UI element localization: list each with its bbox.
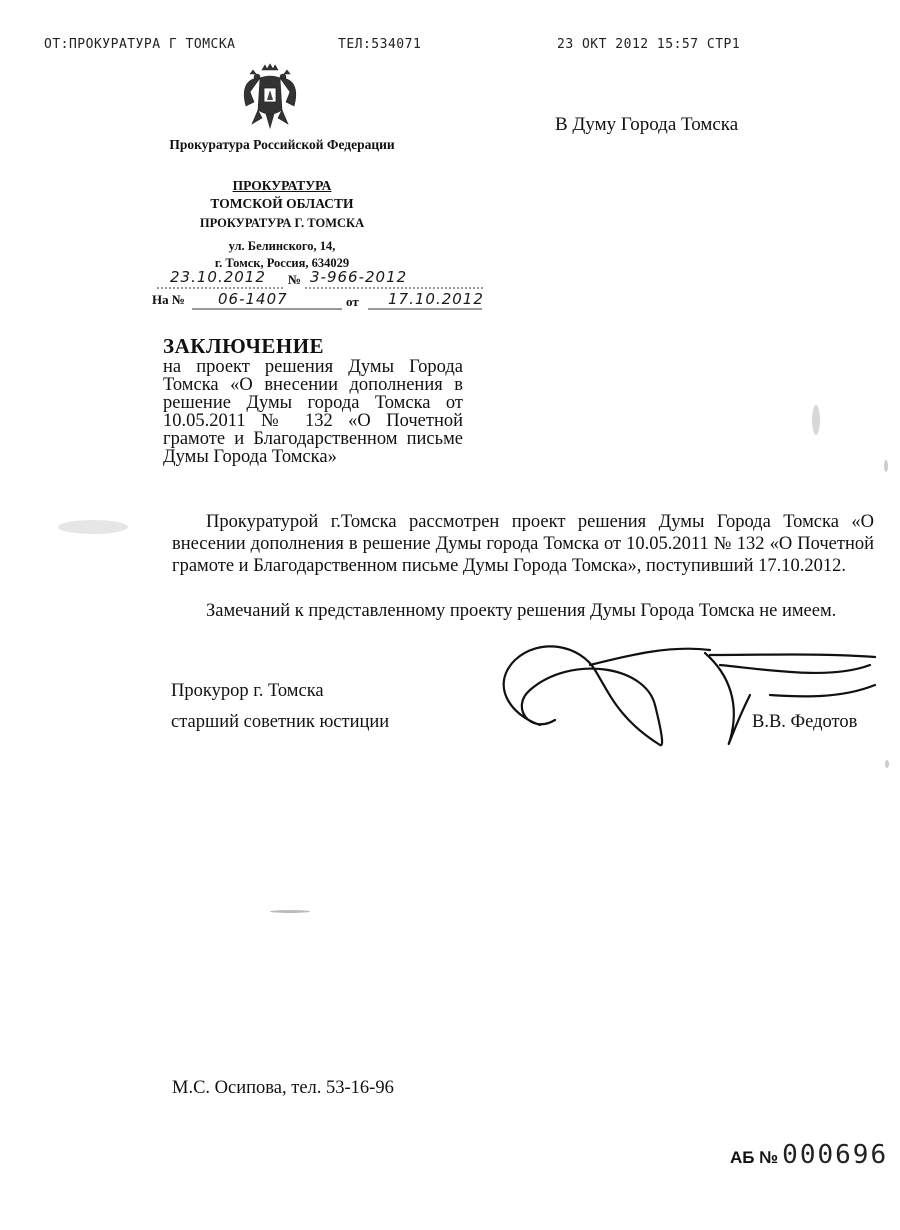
- org-tomsk-city-prosecutor: ПРОКУРАТУРА Г. ТОМСКА: [199, 216, 365, 230]
- contact-person: М.С. Осипова, тел. 53-16-96: [172, 1078, 394, 1098]
- fax-header-tel: ТЕЛ:534071: [338, 37, 422, 52]
- coat-of-arms-emblem-icon: [240, 62, 300, 132]
- sender-address: [152, 238, 412, 272]
- signer-title: Прокурор г. Томска: [171, 681, 324, 701]
- registration-number-label: №: [288, 272, 302, 287]
- org-prosecutor-office: ПРОКУРАТУРА: [232, 178, 332, 193]
- recipient: В Думу Города Томска: [555, 114, 739, 135]
- address-street: ул. Белинского, 14,: [228, 239, 336, 253]
- body-paragraph-2: Замечаний к представленному проекту решения Думы Города Томска не имеем.: [206, 601, 837, 621]
- serial-number: 000696: [782, 1140, 889, 1170]
- registration-number: 3-966-2012: [310, 268, 408, 286]
- reference-from-label: от: [346, 294, 359, 309]
- org-tomsk-region: ТОМСКОЙ ОБЛАСТИ: [210, 196, 354, 211]
- scan-smudge: [58, 520, 128, 534]
- fax-header-date-page: 23 ОКТ 2012 15:57 СТР1: [557, 37, 741, 52]
- serial-prefix: АБ №: [730, 1148, 779, 1167]
- reference-label: На №: [152, 292, 185, 307]
- org-russian-prosecutor: Прокуратура Российской Федерации: [169, 137, 395, 152]
- address-city: г. Томск, Россия, 634029: [214, 256, 350, 270]
- scan-smudge: [270, 910, 310, 913]
- signer-rank: старший советник юстиции: [171, 712, 390, 732]
- scan-smudge: [884, 460, 888, 472]
- conclusion-subject: на проект решения Думы Города Томска «О внесении дополнения в решение Думы города Томска от 10.05.2011 № 132 «О Почетной грамоте и Благодарственном письме Думы Города Томска»: [163, 357, 463, 467]
- signer-name: В.В. Федотов: [752, 712, 858, 732]
- reference-number: 06-1407: [218, 290, 288, 308]
- scan-smudge: [812, 405, 820, 435]
- body-paragraph-1: Прокуратурой г.Томска рассмотрен проект решения Думы Города Томска «О внесении дополнения в решение Думы города Томска от 10.05.2011 № 132 «О Почетной грамоте и Благодарственном письме Думы Города Томска», поступивший 17.10.2012.: [172, 512, 874, 576]
- registration-date: 23.10.2012: [170, 268, 266, 286]
- scan-smudge: [885, 760, 889, 768]
- form-serial: [730, 1140, 888, 1170]
- conclusion-title: ЗАКЛЮЧЕНИЕ: [163, 334, 325, 358]
- handwritten-signature: [470, 625, 890, 765]
- reference-date: 17.10.2012: [388, 290, 484, 308]
- fax-header-from: ОТ:ПРОКУРАТУРА Г ТОМСКА: [44, 37, 236, 52]
